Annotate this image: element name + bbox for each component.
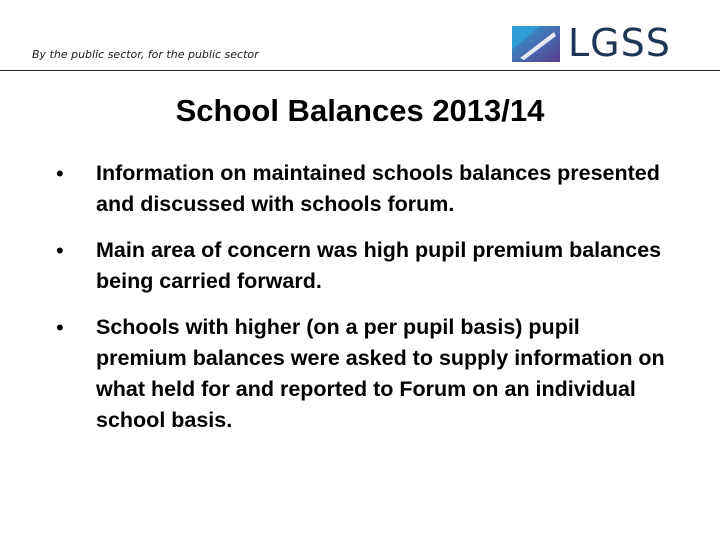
header-divider bbox=[0, 70, 720, 71]
bullet-dot-icon: • bbox=[56, 315, 64, 340]
lgss-logo-mark-icon bbox=[510, 22, 566, 66]
bullet-text: Main area of concern was high pupil premium balances being carried forward. bbox=[96, 238, 662, 293]
bullet-text: Schools with higher (on a per pupil basis) pupil premium balances were asked to supply information on what held for and reported to Forum on an individual school basis. bbox=[96, 315, 665, 432]
bullet-list bbox=[56, 158, 696, 451]
bullet-dot-icon: • bbox=[56, 238, 64, 263]
lgss-logo bbox=[510, 22, 680, 66]
slide-title: School Balances 2013/14 bbox=[175, 93, 545, 128]
lgss-logo-text: LGSS bbox=[568, 21, 671, 65]
bullet-item bbox=[56, 312, 696, 436]
bullet-dot-icon: • bbox=[56, 161, 64, 186]
bullet-text: Information on maintained schools balances presented and discussed with schools forum. bbox=[96, 161, 660, 216]
tagline: By the public sector, for the public sector bbox=[32, 48, 259, 61]
bullet-item bbox=[56, 235, 696, 297]
bullet-item bbox=[56, 158, 696, 220]
